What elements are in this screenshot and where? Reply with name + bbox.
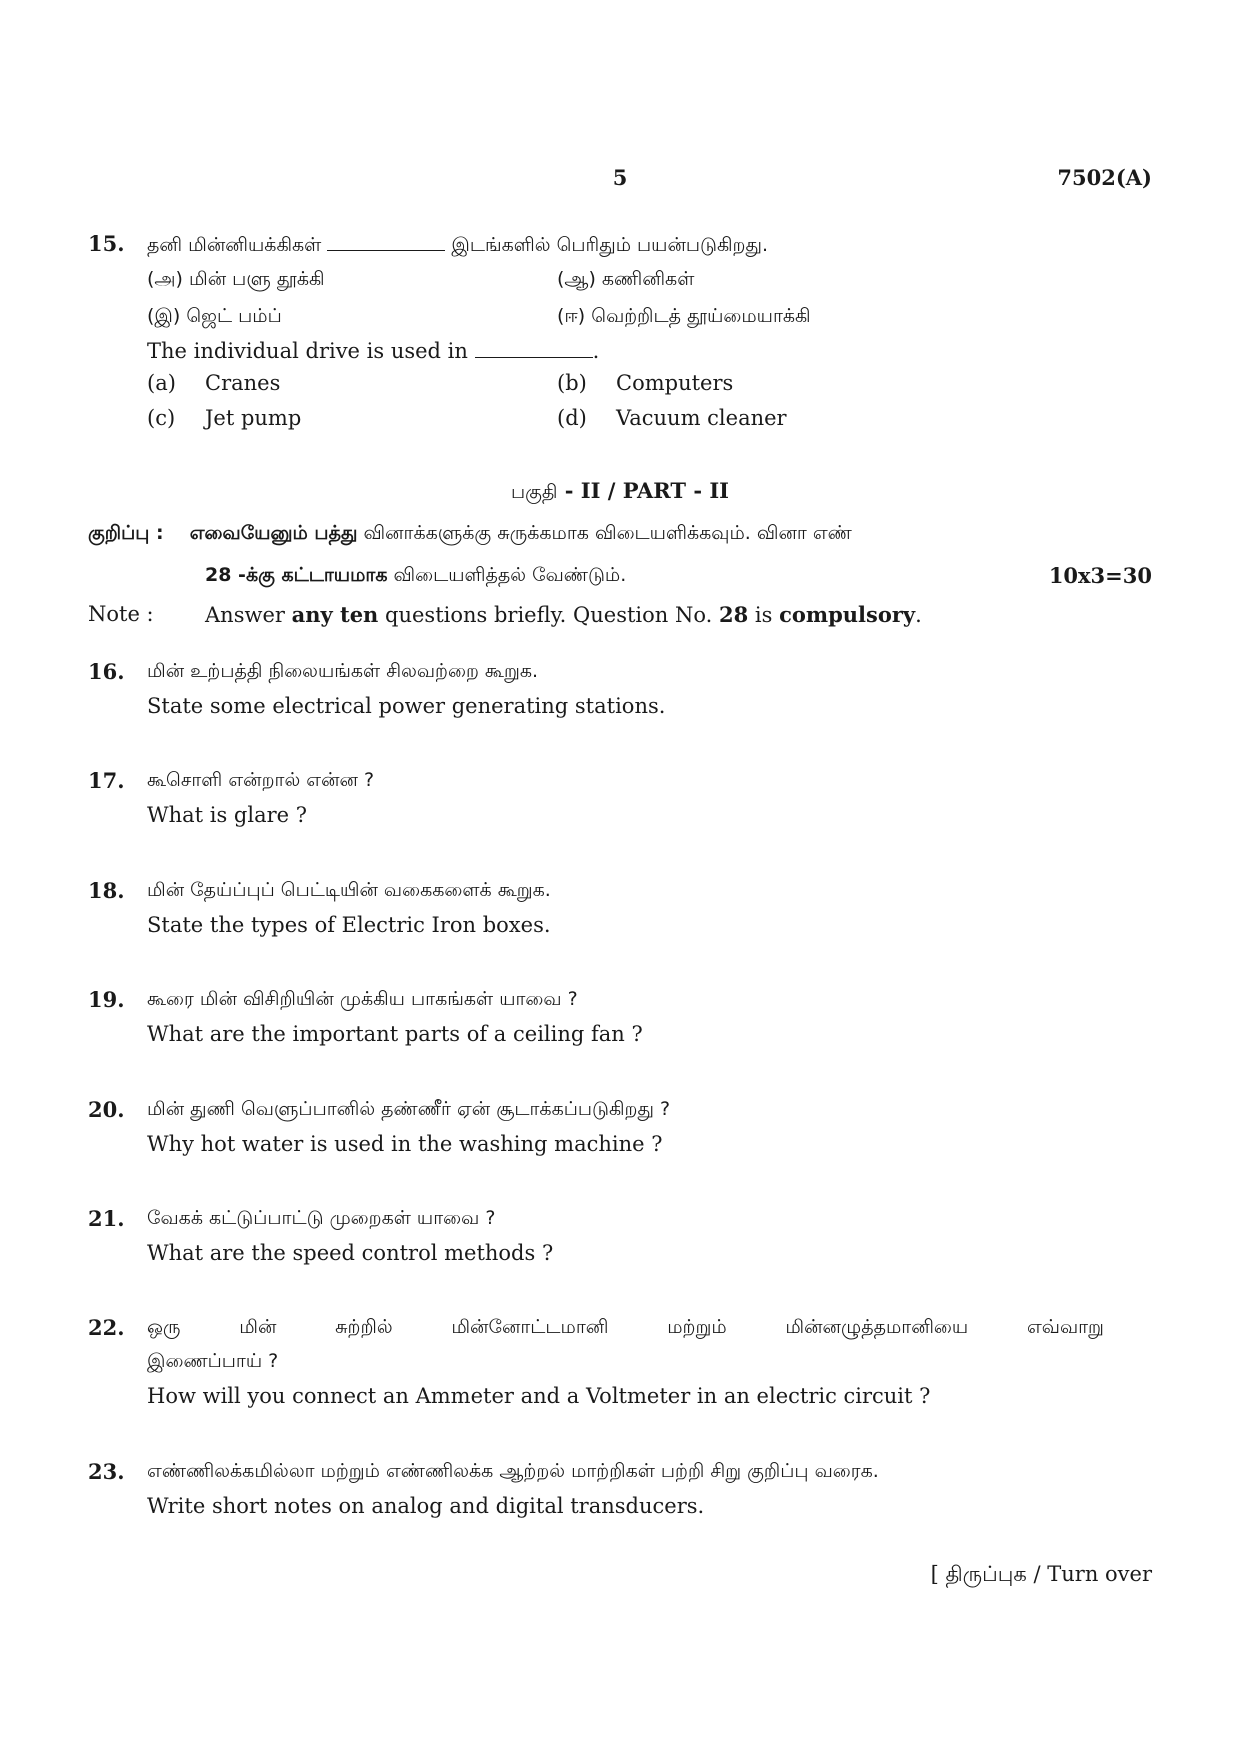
part-title-ta: பகுதி (510, 481, 558, 503)
option-label: (அ) (147, 268, 183, 290)
note-en-part: is (754, 603, 773, 627)
question-number: 18. (88, 878, 125, 903)
note-en-part: Answer (205, 603, 285, 627)
word: மற்றும் (667, 1316, 727, 1338)
note-en-bold: 28 (718, 602, 749, 627)
answer-blank (327, 232, 445, 251)
option-b-ta (557, 268, 694, 293)
note-ta-line1 (88, 522, 852, 547)
part-title (0, 478, 1240, 506)
option-b-text: Computers (616, 371, 734, 395)
question-text-ta: கூசொளி என்றால் என்ன ? (147, 769, 375, 791)
note-ta-bold: 28 -க்கு கட்டாயமாக (205, 564, 388, 586)
question-text-ta: வேகக் கட்டுப்பாட்டு முறைகள் யாவை ? (147, 1207, 496, 1229)
question-number: 15. (88, 231, 125, 256)
question-text-en: The individual drive is used in . (147, 339, 600, 363)
q15-ta-before: தனி மின்னியக்கிகள் (147, 234, 322, 256)
q15-ta-after: இடங்களில் பெரிதும் பயன்படுகிறது. (451, 234, 768, 256)
question-text-ta-line2: இணைப்பாய் ? (147, 1350, 279, 1372)
question-number: 17. (88, 768, 125, 793)
option-label: (ஈ) (557, 305, 586, 327)
question-text-ta-line1 (147, 1316, 1104, 1341)
note-en-part: . (915, 603, 922, 627)
question-number: 16. (88, 659, 125, 684)
note-ta-line2 (205, 564, 626, 589)
option-a-label: (a) (147, 371, 176, 395)
question-text-ta: மின் துணி வெளுப்பானில் தண்ணீர் ஏன் சூடாக்கப்படுகிறது ? (147, 1098, 671, 1120)
answer-blank (475, 339, 593, 358)
note-ta-text: விடையளித்தல் வேண்டும். (393, 564, 627, 586)
option-text: மின் பளு தூக்கி (189, 268, 325, 290)
question-text-en: Why hot water is used in the washing machine ? (147, 1132, 663, 1156)
question-text-ta: மின் உற்பத்தி நிலையங்கள் சிலவற்றை கூறுக. (147, 660, 539, 682)
word: மின்னோட்டமானி (451, 1316, 609, 1338)
word: எவ்வாறு (1026, 1316, 1104, 1338)
question-text-ta: எண்ணிலக்கமில்லா மற்றும் எண்ணிலக்க ஆற்றல் மாற்றிகள் பற்றி சிறு குறிப்பு வரைக. (147, 1460, 879, 1482)
question-text-ta: கூரை மின் விசிறியின் முக்கிய பாகங்கள் யாவை ? (147, 988, 578, 1010)
question-text-en: State some electrical power generating stations. (147, 694, 666, 718)
question-number: 22. (88, 1315, 125, 1340)
note-en-bold: compulsory (779, 602, 916, 627)
note-ta-bold: எவையேனும் பத்து (189, 522, 358, 544)
question-text-en: State the types of Electric Iron boxes. (147, 913, 551, 937)
question-number: 20. (88, 1097, 125, 1122)
option-d-label: (d) (557, 406, 587, 430)
note-en-text (205, 602, 922, 627)
part-title-en: - II / PART - II (564, 478, 729, 503)
option-text: கணினிகள் (601, 268, 695, 290)
question-text-en: How will you connect an Ammeter and a Voltmeter in an electric circuit ? (147, 1384, 931, 1408)
marks-allocation: 10x3=30 (1048, 563, 1152, 588)
question-text-en: What are the speed control methods ? (147, 1241, 554, 1265)
page-number: 5 (612, 165, 628, 190)
question-text-ta (147, 232, 768, 259)
question-number: 21. (88, 1206, 125, 1231)
question-text-en: What is glare ? (147, 803, 307, 827)
question-number: 23. (88, 1459, 125, 1484)
option-d-ta (557, 305, 811, 330)
note-ta-text: வினாக்களுக்கு சுருக்கமாக விடையளிக்கவும். வினா எண் (363, 522, 852, 544)
q15-en-text: The individual drive is used in (147, 339, 468, 363)
option-d-text: Vacuum cleaner (616, 406, 787, 430)
question-text-en: What are the important parts of a ceiling fan ? (147, 1022, 643, 1046)
question-text-ta: மின் தேய்ப்புப் பெட்டியின் வகைகளைக் கூறுக. (147, 879, 551, 901)
word: மின் (239, 1316, 277, 1338)
question-number: 19. (88, 987, 125, 1012)
option-label: (ஆ) (557, 268, 596, 290)
note-ta-label: குறிப்பு : (88, 522, 164, 544)
option-b-label: (b) (557, 371, 587, 395)
option-a-ta (147, 268, 325, 293)
option-a-text: Cranes (205, 371, 281, 395)
word: மின்னழுத்தமானியை (785, 1316, 969, 1338)
word: சுற்றில் (335, 1316, 393, 1338)
paper-code: 7502(A) (1057, 165, 1152, 190)
note-en-part: questions briefly. Question No. (385, 603, 713, 627)
turn-over-note: [ திருப்புக / Turn over (930, 1562, 1152, 1586)
word: ஒரு (147, 1316, 181, 1338)
option-text: ஜெட் பம்ப் (186, 305, 282, 327)
option-label: (இ) (147, 305, 181, 327)
note-en-label: Note : (88, 602, 154, 626)
option-c-label: (c) (147, 406, 176, 430)
note-en-bold: any ten (291, 602, 379, 627)
option-c-text: Jet pump (205, 406, 302, 430)
option-text: வெற்றிடத் தூய்மையாக்கி (591, 305, 811, 327)
option-c-ta (147, 305, 282, 330)
question-text-en: Write short notes on analog and digital transducers. (147, 1494, 705, 1518)
